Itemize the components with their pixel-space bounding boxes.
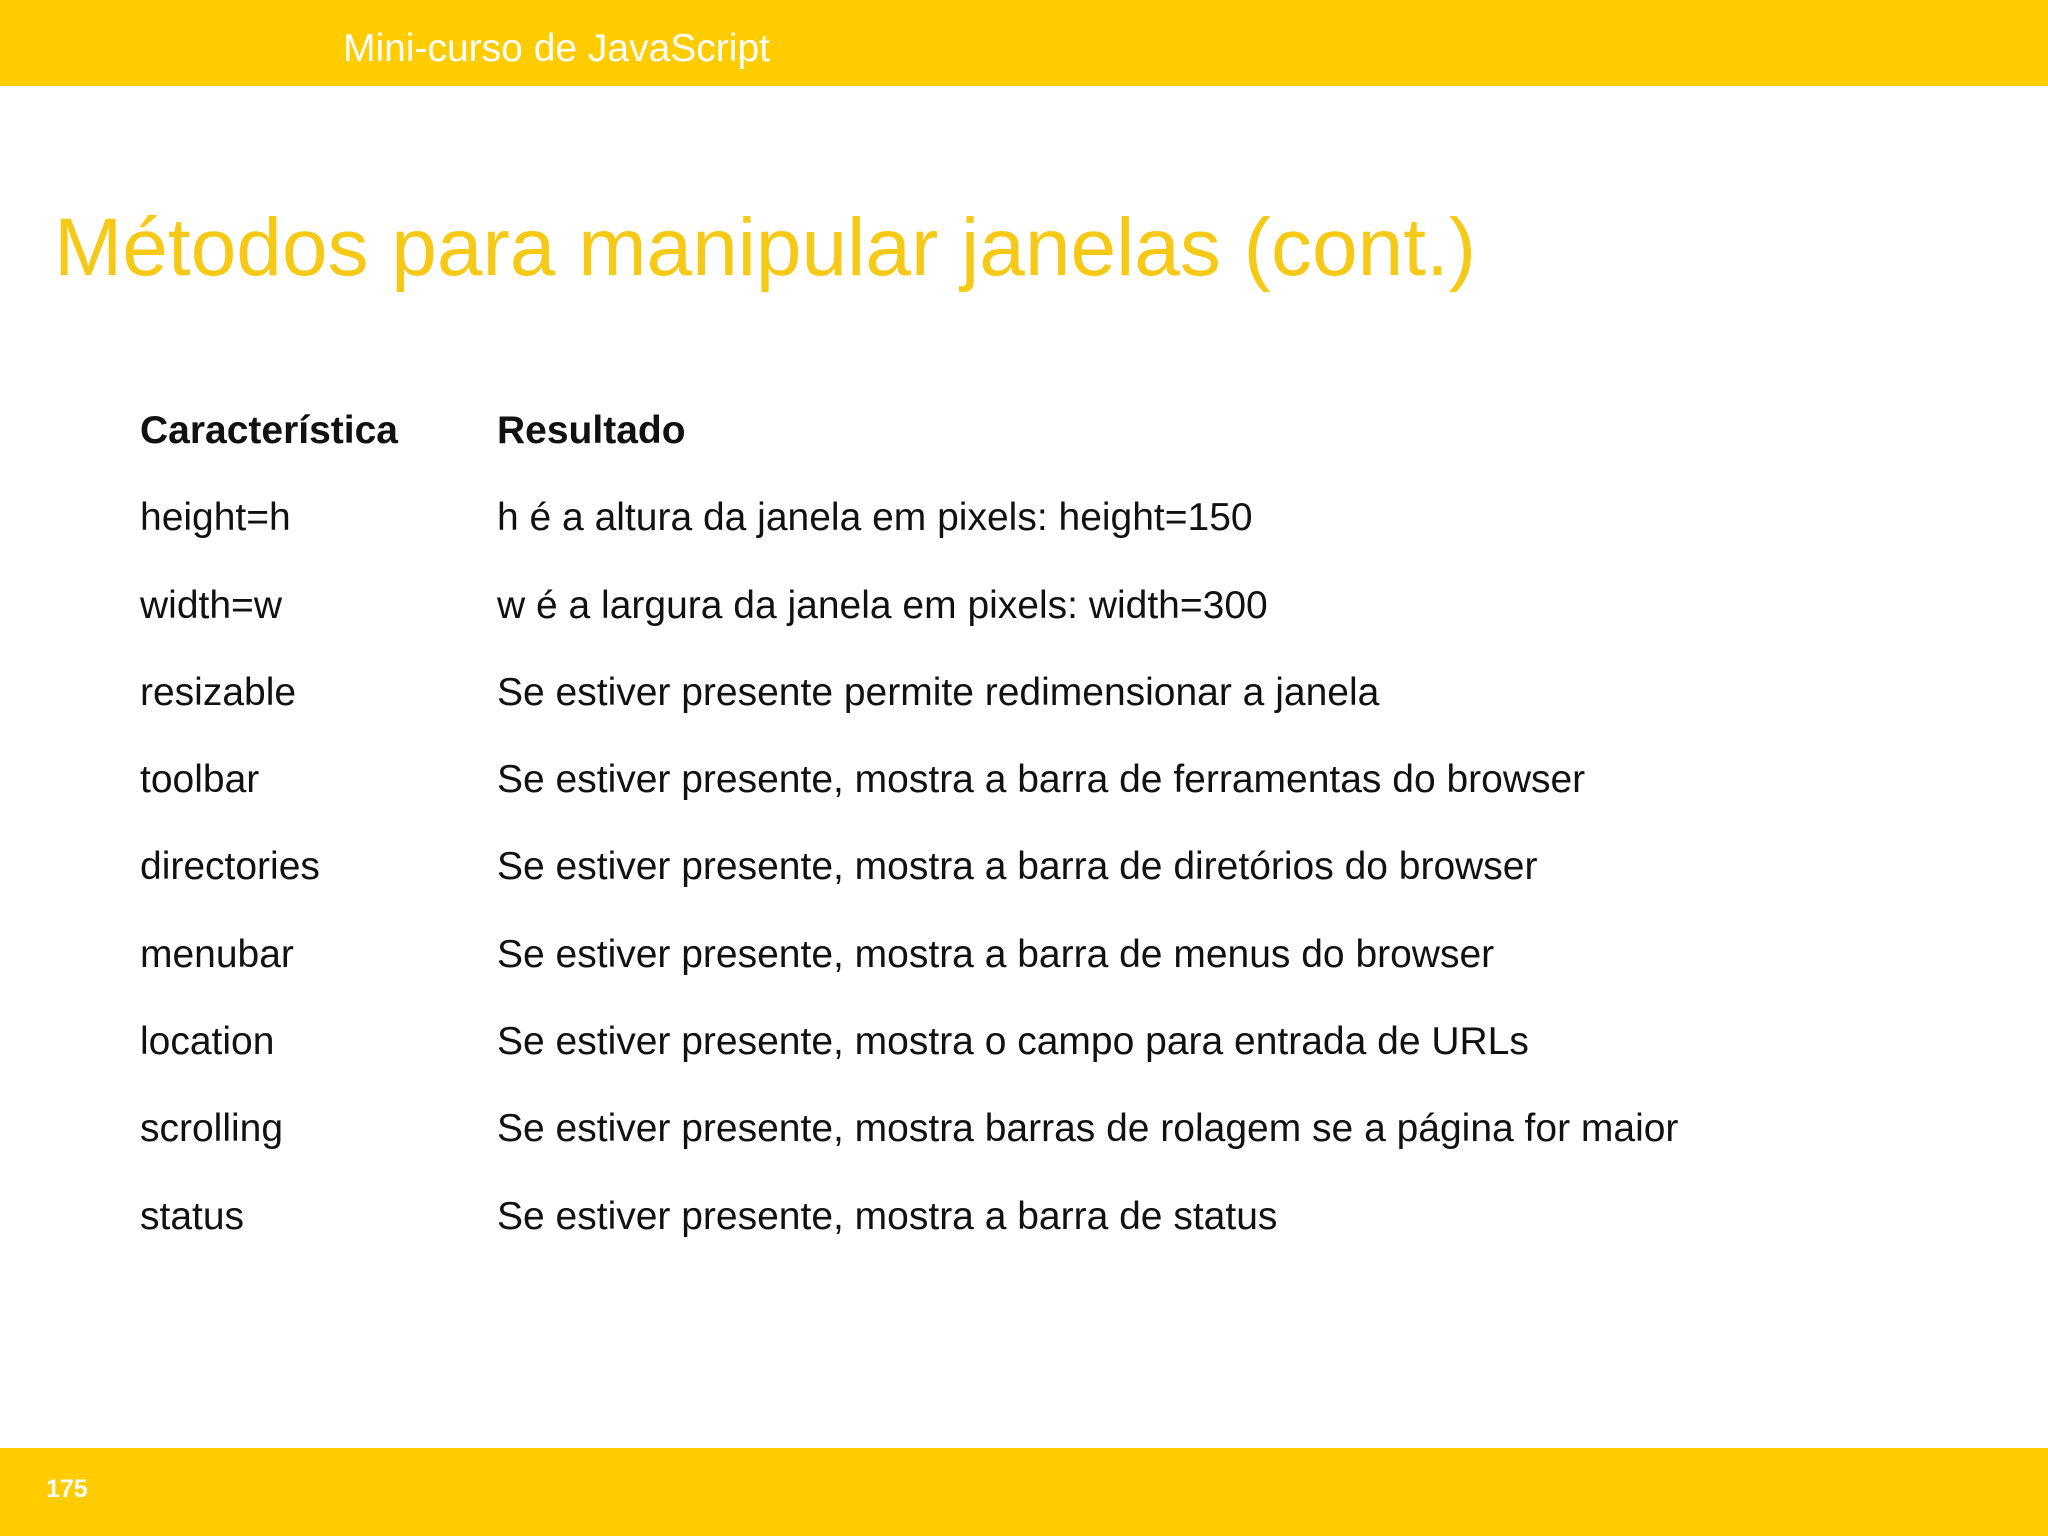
footer-bar	[0, 1448, 2048, 1536]
column-header-feature: Característica	[140, 409, 398, 452]
feature-description: Se estiver presente permite redimensionar a janela	[497, 670, 1380, 714]
header-bar	[0, 0, 2048, 86]
feature-name: menubar	[140, 932, 294, 976]
feature-name: status	[140, 1194, 245, 1238]
page-number: 175	[46, 1475, 88, 1503]
feature-name: directories	[140, 845, 320, 889]
feature-name: toolbar	[140, 758, 260, 802]
slide-title: Métodos para manipular janelas (cont.)	[54, 202, 1477, 293]
course-title: Mini-curso de JavaScript	[343, 27, 770, 70]
feature-description: Se estiver presente, mostra a barra de ferramentas do browser	[497, 758, 1586, 802]
feature-description: Se estiver presente, mostra o campo para entrada de URLs	[497, 1020, 1529, 1064]
feature-description: w é a largura da janela em pixels: width=300	[497, 583, 1268, 627]
feature-description: h é a altura da janela em pixels: height=150	[497, 496, 1253, 540]
feature-description: Se estiver presente, mostra a barra de diretórios do browser	[497, 845, 1538, 889]
feature-name: location	[140, 1020, 275, 1064]
feature-description: Se estiver presente, mostra a barra de status	[497, 1194, 1278, 1238]
feature-name: height=h	[140, 496, 291, 540]
feature-name: resizable	[140, 670, 297, 714]
feature-name: width=w	[140, 583, 282, 627]
column-header-result: Resultado	[497, 409, 686, 452]
feature-description: Se estiver presente, mostra a barra de menus do browser	[497, 932, 1495, 976]
feature-description: Se estiver presente, mostra barras de rolagem se a página for maior	[497, 1107, 1679, 1151]
feature-name: scrolling	[140, 1107, 284, 1151]
